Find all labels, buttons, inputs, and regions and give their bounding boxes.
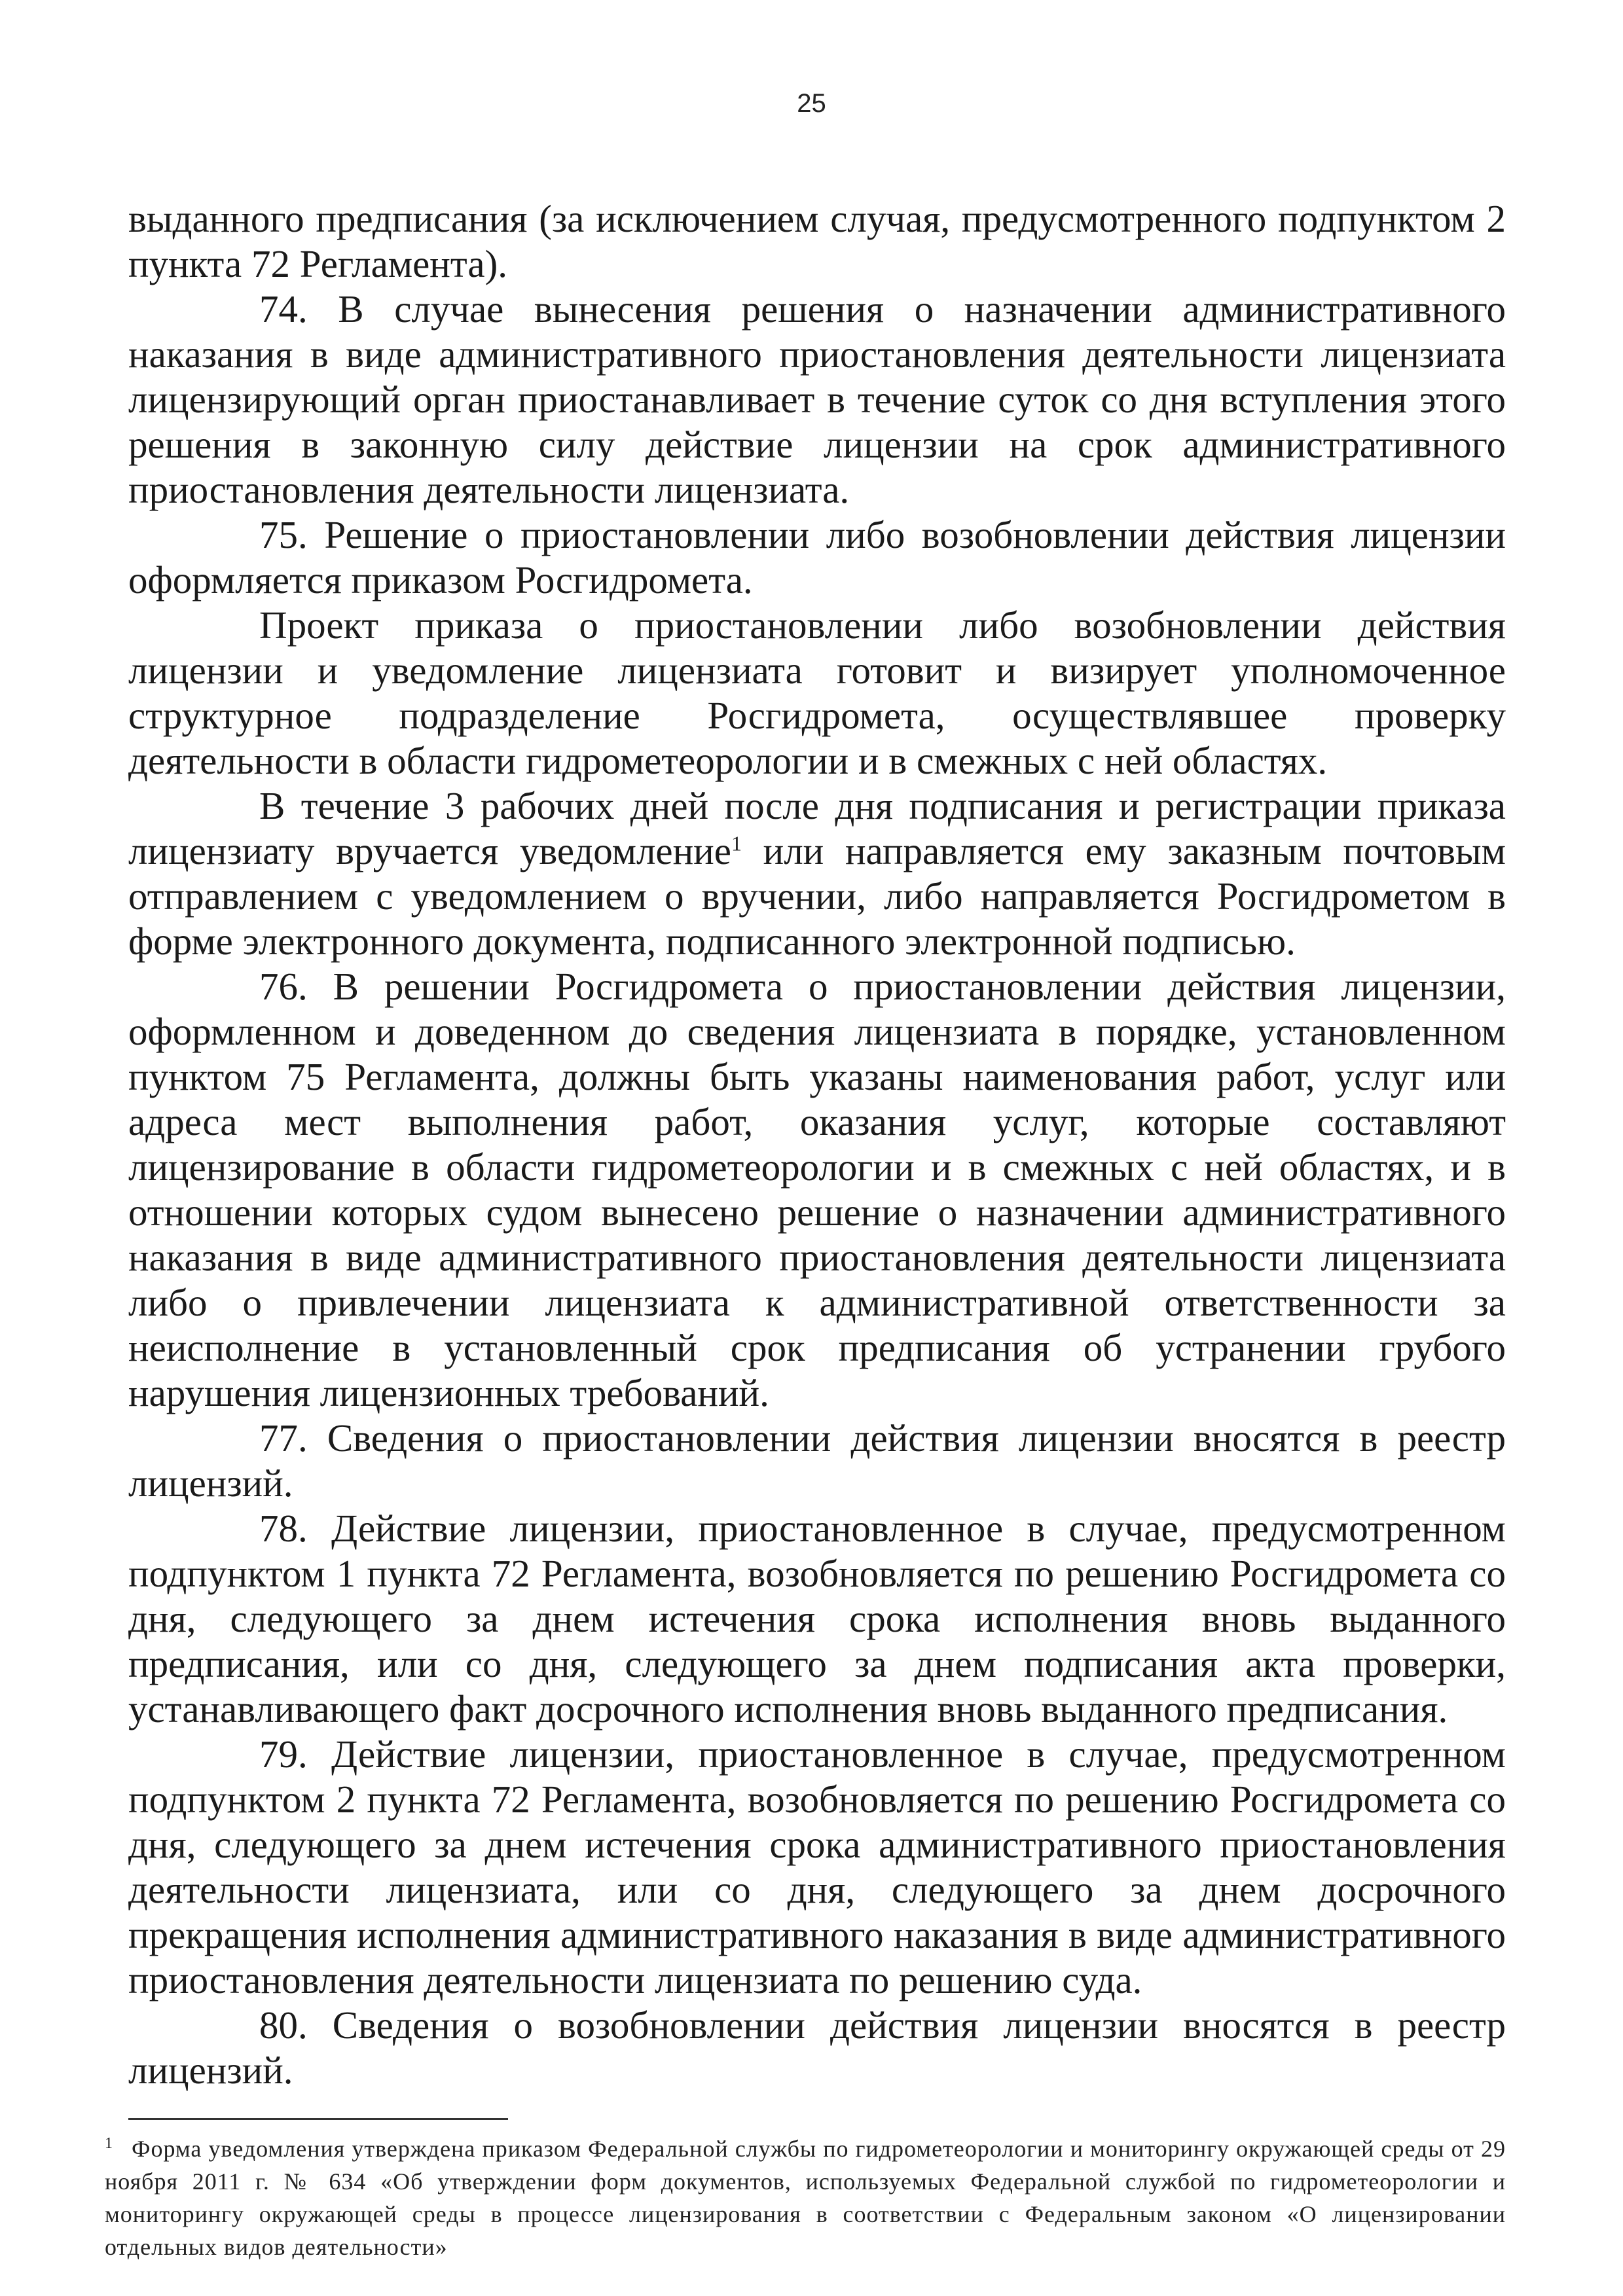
notification-text-before: В течение 3 рабочих дней после дня подписания и регистрации приказа лицензиату вручается уведомление	[128, 784, 1506, 872]
paragraph-80: 80. Сведения о возобновлении действия лицензии вносятся в реестр лицензий.	[128, 2003, 1506, 2092]
paragraph-78: 78. Действие лицензии, приостановленное в случае, предусмотренном подпунктом 1 пункта 72 Регламента, возобновляется по решению Росгидромета со дня, следующего за днем истечения срока исполнения вновь выданного предписания, или со дня, следующего за днем подписания акта проверки, устанавливающего факт досрочного исполнения вновь выданного предписания.	[128, 1507, 1506, 1731]
body-text	[128, 196, 1506, 2093]
paragraph-75: 75. Решение о приостановлении либо возобновлении действия лицензии оформляется приказом Росгидромета.	[128, 513, 1506, 601]
paragraph-76: 76. В решении Росгидромета о приостановлении действия лицензии, оформленном и доведенном до сведения лицензиата в порядке, установленном пунктом 75 Регламента, должны быть указаны наименования работ, услуг или адреса мест выполнения работ, оказания услуг, которые составляют лицензирование в области гидрометеорологии и в смежных с ней областях, и в отношении которых судом вынесено решение о назначении административного наказания в виде административного приостановления деятельности лицензиата либо о привлечении лицензиата к административной ответственности за неисполнение в установленный срок предписания об устранении грубого нарушения лицензионных требований.	[128, 965, 1506, 1414]
footnote-text: Форма уведомления утверждена приказом Федеральной службы по гидрометеорологии и мониторингу окружающей среды от 29 ноября 2011 г. № 634 «Об утверждении форм документов, используемых Федеральной службой по гидрометеорологии и мониторингу окружающей среды в процессе лицензирования в соответствии с Федеральным законом «О лицензировании отдельных видов деятельности»	[105, 2136, 1506, 2260]
paragraph-75-draft-order: Проект приказа о приостановлении либо возобновлении действия лицензии и уведомление лицензиата готовит и визирует уполномоченное структурное подразделение Росгидромета, осуществлявшее проверку деятельности в области гидрометеорологии и в смежных с ней областях.	[128, 603, 1506, 782]
footnote	[105, 2132, 1506, 2263]
footnote-reference[interactable]: 1	[731, 831, 742, 855]
paragraph-74: 74. В случае вынесения решения о назначении административного наказания в виде административного приостановления деятельности лицензиата лицензирующий орган приостанавливает в течение суток со дня вступления этого решения в законную силу действие лицензии на срок административного приостановления деятельности лицензиата.	[128, 287, 1506, 511]
paragraph-continuation: выданного предписания (за исключением случая, предусмотренного подпунктом 2 пункта 72 Регламента).	[128, 197, 1506, 285]
page-number: 25	[797, 89, 826, 118]
paragraph-77: 77. Сведения о приостановлении действия лицензии вносятся в реестр лицензий.	[128, 1416, 1506, 1505]
notification-text-after: или направляется ему заказным почтовым отправлением с уведомлением о вручении, либо направляется Росгидрометом в форме электронного документа, подписанного электронной подписью.	[128, 829, 1506, 963]
paragraph-79: 79. Действие лицензии, приостановленное в случае, предусмотренном подпунктом 2 пункта 72 Регламента, возобновляется по решению Росгидромета со дня, следующего за днем истечения срока административного приостановления деятельности лицензиата, или со дня, следующего за днем досрочного прекращения исполнения административного наказания в виде административного приостановления деятельности лицензиата по решению суда.	[128, 1732, 1506, 2001]
paragraph-75-notification	[128, 783, 1506, 964]
footnote-marker: 1	[105, 2135, 113, 2152]
footnote-separator	[128, 2118, 508, 2120]
